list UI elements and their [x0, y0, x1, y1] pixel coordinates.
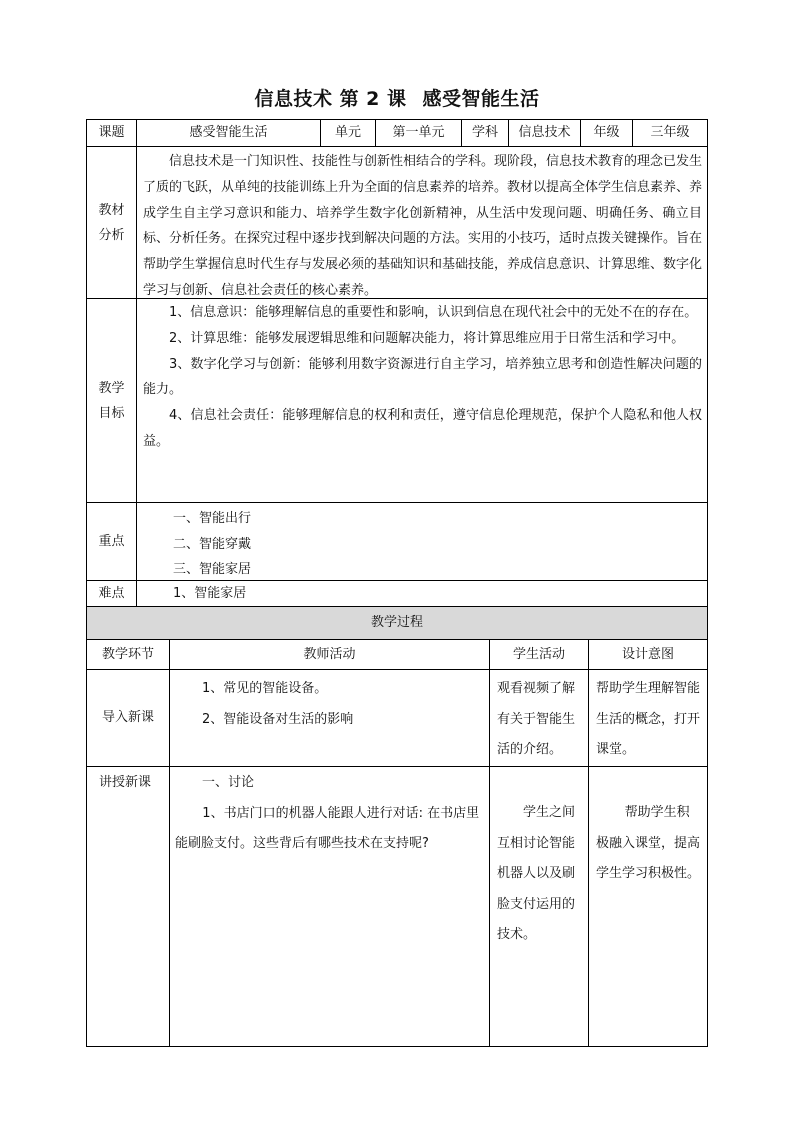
col-teacher: 教师活动	[169, 639, 490, 670]
intro-student-text: 观看视频了解有关于智能生活的介绍。	[497, 681, 576, 757]
topic-label: 课题	[86, 119, 137, 147]
intro-teacher-item: 1、常见的智能设备。	[202, 681, 328, 696]
unit-value: 第一单元	[375, 119, 462, 147]
key-points-label: 重点	[86, 502, 137, 581]
goal-item: 2、计算思维：能够发展逻辑思维和问题解决能力，将计算思维应用于日常生活和学习中。	[169, 330, 685, 346]
subject-value: 信息技术	[508, 119, 581, 147]
topic-value: 感受智能生活	[136, 119, 321, 147]
lecture-stage: 讲授新课	[86, 766, 170, 1047]
intro-teacher-cell	[169, 669, 490, 767]
lecture-teacher-item: 一、讨论	[202, 775, 255, 790]
intro-intent-text: 帮助学生理解智能生活的概念，打开课堂。	[596, 681, 701, 757]
intro-intent-cell	[588, 669, 708, 767]
key-point-item: 二、智能穿戴	[173, 536, 252, 552]
goals-label	[86, 298, 137, 503]
lecture-teacher-cell	[169, 766, 490, 1047]
lecture-student-text: 学生之间互相讨论智能机器人以及刷脸支付运用的技术。	[497, 805, 576, 942]
analysis-label-2: 分析	[98, 227, 125, 243]
goal-item: 1、信息意识：能够理解信息的重要性和影响，认识到信息在现代社会中的无处不在的存在。	[169, 305, 698, 320]
lecture-intent-text: 帮助学生积极融入课堂，提高学生学习积极性。	[596, 805, 701, 881]
subject-label: 学科	[461, 119, 509, 147]
col-intent: 设计意图	[588, 639, 708, 670]
page-title	[0, 84, 794, 111]
analysis-label-1: 教材	[98, 202, 125, 218]
intro-stage: 导入新课	[86, 669, 170, 767]
lecture-student-cell	[489, 766, 589, 1047]
difficulty-label: 难点	[86, 580, 137, 607]
analysis-label	[86, 146, 137, 299]
goals-label-2: 目标	[98, 405, 125, 421]
intro-student-cell	[489, 669, 589, 767]
grade-label: 年级	[580, 119, 633, 147]
process-header: 教学过程	[86, 606, 708, 640]
goals-cell	[136, 298, 708, 503]
col-stage: 教学环节	[86, 639, 170, 670]
unit-label: 单元	[320, 119, 376, 147]
col-student: 学生活动	[489, 639, 589, 670]
goal-item: 4、信息社会责任：能够理解信息的权利和责任，遵守信息伦理规范，保护个人隐私和他人权益。	[143, 408, 702, 449]
grade-value: 三年级	[632, 119, 708, 147]
analysis-cell	[136, 146, 708, 299]
lecture-teacher-item: 1、书店门口的机器人能跟人进行对话: 在书店里能刷脸支付。这些背后有哪些技术在支持呢?	[175, 805, 480, 851]
goal-item: 3、数字化学习与创新：能够利用数字资源进行自主学习，培养独立思考和创造性解决问题的能力。	[143, 356, 702, 398]
title-lesson: 信息技术 第 2 课	[254, 88, 407, 110]
key-point-item: 三、智能家居	[173, 562, 252, 577]
lecture-intent-cell	[588, 766, 708, 1047]
analysis-text: 信息技术是一门知识性、技能性与创新性相结合的学科。现阶段，信息技术教育的理念已发生了质的飞跃，从单纯的技能训练上升为全面的信息素养的培养。教材以提高全体学生信息素养、养成学生自主学习意识和能力、培养学生数字化创新精神，从生活中发现问题、明确任务、确立目标、分析任务。在探究过程中逐步找到解决问题的方法。实用的小技巧，适时点拨关键操作。旨在帮助学生掌握信息时代生存与发展必须的基础知识和基础技能，养成信息意识、计算思维、数字化学习与创新、信息社会责任的核心素养。	[143, 154, 703, 298]
key-points-cell	[136, 502, 708, 581]
title-topic: 感受智能生活	[422, 88, 540, 110]
goals-label-1: 教学	[98, 380, 125, 396]
difficulty-value: 1、智能家居	[136, 580, 708, 607]
intro-teacher-item: 2、智能设备对生活的影响	[202, 711, 354, 727]
key-point-item: 一、智能出行	[173, 511, 252, 526]
